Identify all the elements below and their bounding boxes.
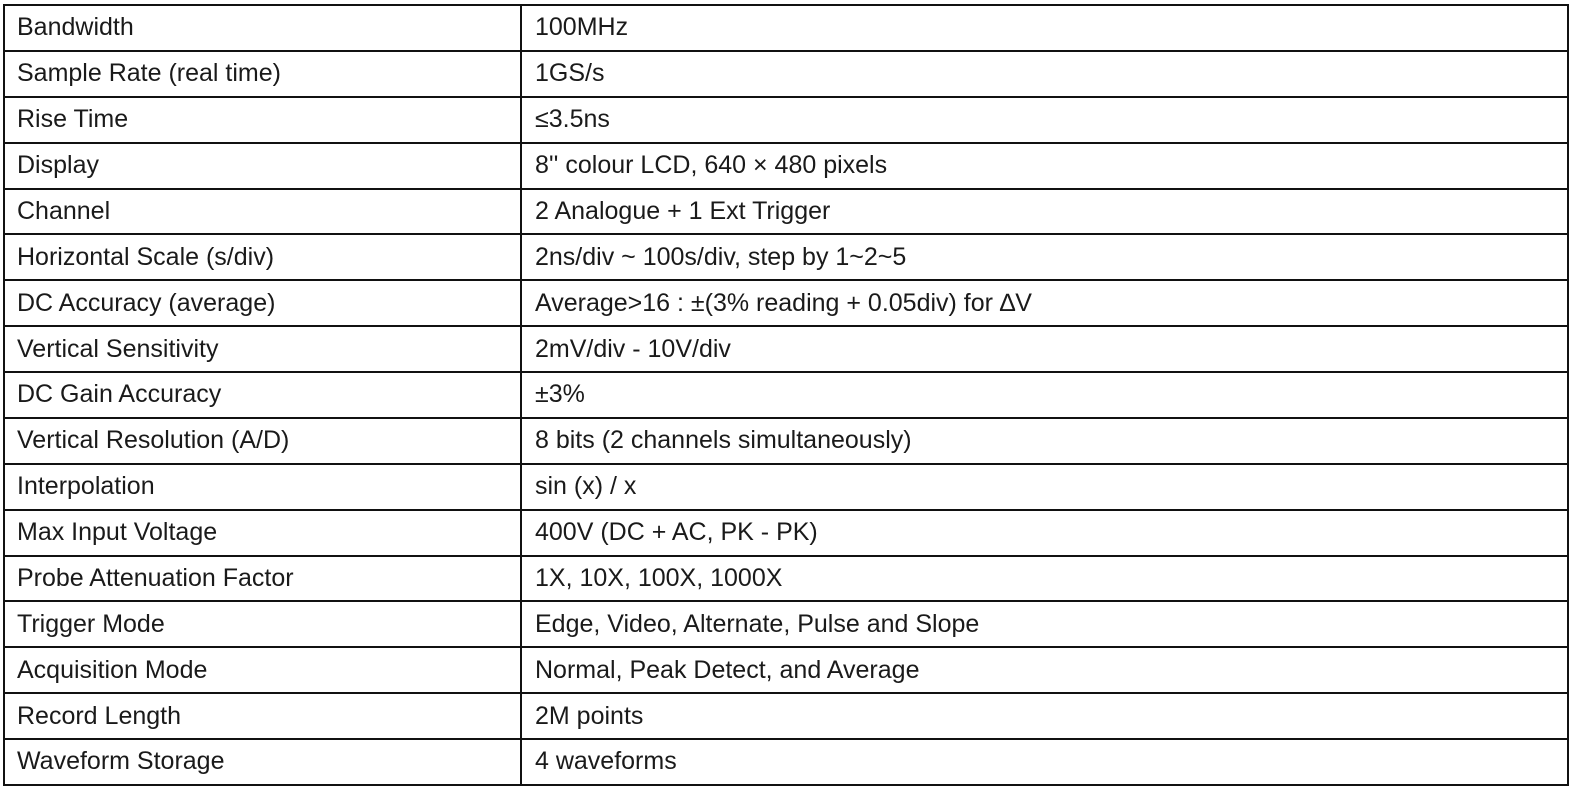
table-row	[4, 234, 1568, 280]
spec-value: 2M points	[521, 693, 1568, 739]
table-row	[4, 51, 1568, 97]
spec-value: 4 waveforms	[521, 739, 1568, 785]
table-row	[4, 464, 1568, 510]
spec-name: Acquisition Mode	[4, 647, 521, 693]
spec-value: 100MHz	[521, 5, 1568, 51]
spec-value: Normal, Peak Detect, and Average	[521, 647, 1568, 693]
spec-name: Max Input Voltage	[4, 510, 521, 556]
spec-table-body	[4, 5, 1568, 785]
table-row	[4, 280, 1568, 326]
spec-name: Probe Attenuation Factor	[4, 556, 521, 602]
spec-name: Sample Rate (real time)	[4, 51, 521, 97]
spec-name: Horizontal Scale (s/div)	[4, 234, 521, 280]
spec-name: Display	[4, 143, 521, 189]
spec-value: 1GS/s	[521, 51, 1568, 97]
spec-name: DC Gain Accuracy	[4, 372, 521, 418]
spec-name: Interpolation	[4, 464, 521, 510]
spec-value: 8 bits (2 channels simultaneously)	[521, 418, 1568, 464]
table-row	[4, 189, 1568, 235]
spec-value: 2ns/div ~ 100s/div, step by 1~2~5	[521, 234, 1568, 280]
table-row	[4, 326, 1568, 372]
table-row	[4, 739, 1568, 785]
spec-value: 2mV/div - 10V/div	[521, 326, 1568, 372]
table-row	[4, 510, 1568, 556]
spec-value: 1X, 10X, 100X, 1000X	[521, 556, 1568, 602]
spec-value: 2 Analogue + 1 Ext Trigger	[521, 189, 1568, 235]
table-row	[4, 418, 1568, 464]
table-row	[4, 97, 1568, 143]
spec-name: DC Accuracy (average)	[4, 280, 521, 326]
spec-value: ≤3.5ns	[521, 97, 1568, 143]
spec-name: Record Length	[4, 693, 521, 739]
spec-name: Trigger Mode	[4, 601, 521, 647]
table-row	[4, 372, 1568, 418]
spec-name: Bandwidth	[4, 5, 521, 51]
table-row	[4, 647, 1568, 693]
spec-table	[3, 4, 1569, 786]
spec-value: 400V (DC + AC, PK - PK)	[521, 510, 1568, 556]
table-row	[4, 601, 1568, 647]
spec-value: Average>16 : ±(3% reading + 0.05div) for ∆V	[521, 280, 1568, 326]
spec-value: Edge, Video, Alternate, Pulse and Slope	[521, 601, 1568, 647]
table-row	[4, 143, 1568, 189]
spec-value: sin (x) / x	[521, 464, 1568, 510]
table-row	[4, 5, 1568, 51]
table-row	[4, 693, 1568, 739]
spec-name: Vertical Sensitivity	[4, 326, 521, 372]
spec-name: Waveform Storage	[4, 739, 521, 785]
spec-name: Vertical Resolution (A/D)	[4, 418, 521, 464]
table-row	[4, 556, 1568, 602]
spec-name: Rise Time	[4, 97, 521, 143]
spec-value: 8'' colour LCD, 640 × 480 pixels	[521, 143, 1568, 189]
spec-value: ±3%	[521, 372, 1568, 418]
spec-name: Channel	[4, 189, 521, 235]
